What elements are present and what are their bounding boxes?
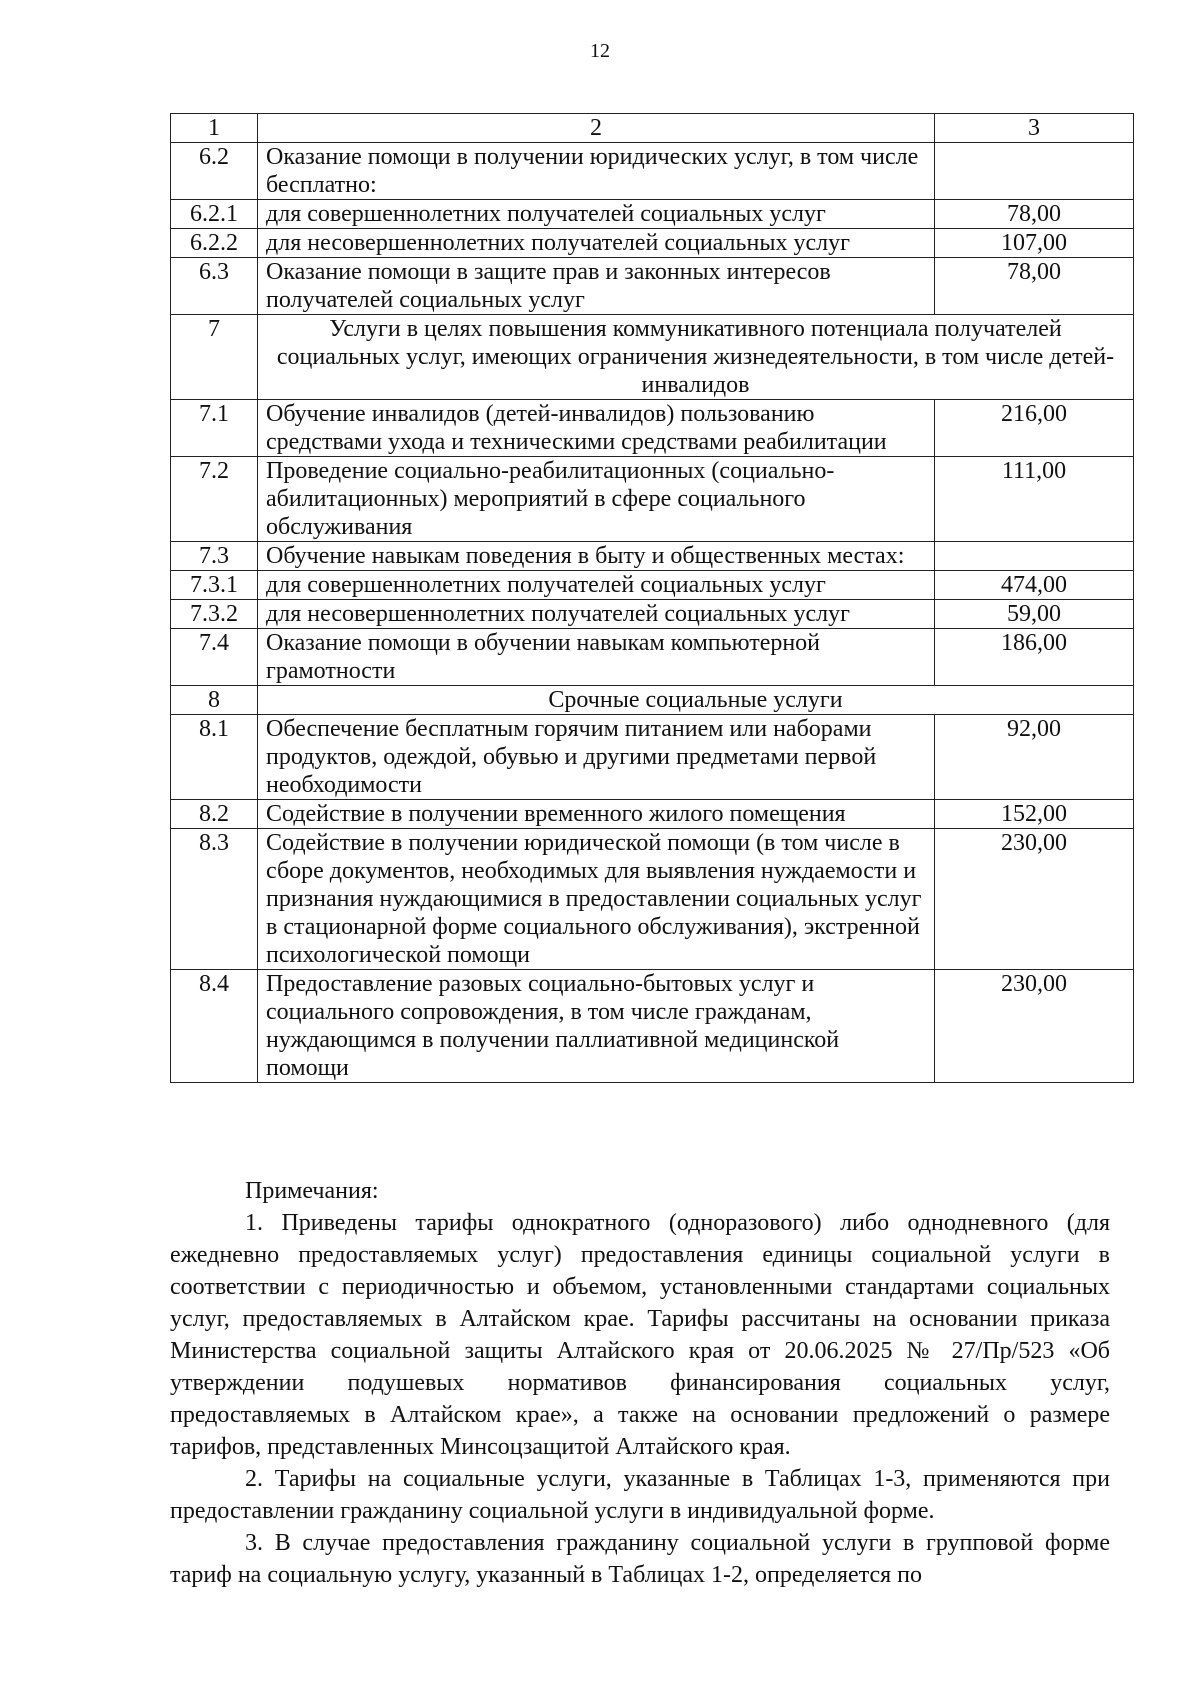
tariff-value: 78,00 — [935, 258, 1134, 315]
row-number: 7.2 — [171, 457, 258, 542]
tariff-value: 78,00 — [935, 200, 1134, 229]
table-body — [171, 143, 1134, 1083]
notes-section — [170, 1175, 1110, 1591]
service-description: для совершеннолетних получателей социальных услуг — [258, 200, 935, 229]
row-number: 6.2.2 — [171, 229, 258, 258]
row-number: 8.1 — [171, 715, 258, 800]
row-number: 8.2 — [171, 800, 258, 829]
tariff-value — [935, 143, 1134, 200]
table-row — [171, 629, 1134, 686]
row-number: 7.4 — [171, 629, 258, 686]
column-header-service: 2 — [258, 114, 935, 143]
table-row — [171, 829, 1134, 970]
row-number: 8.4 — [171, 970, 258, 1083]
service-description: Оказание помощи в обучении навыкам компьютерной грамотности — [258, 629, 935, 686]
note-item-3: 3. В случае предоставления гражданину социальной услуги в групповой форме тариф на социальную услугу, указанный в Таблицах 1-2, определяется по — [170, 1530, 1110, 1588]
table-row — [171, 200, 1134, 229]
row-number: 8 — [171, 686, 258, 715]
row-number: 6.2 — [171, 143, 258, 200]
table-row — [171, 571, 1134, 600]
service-description: Обеспечение бесплатным горячим питанием или наборами продуктов, одеждой, обувью и другими предметами первой необходимости — [258, 715, 935, 800]
section-title: Срочные социальные услуги — [258, 686, 1134, 715]
note-item-2: 2. Тарифы на социальные услуги, указанные в Таблицах 1-3, применяются при предоставлении гражданину социальной услуги в индивидуальной форме. — [170, 1466, 1110, 1524]
table-row — [171, 970, 1134, 1083]
service-description: Оказание помощи в получении юридических услуг, в том числе бесплатно: — [258, 143, 935, 200]
table-row — [171, 715, 1134, 800]
row-number: 6.3 — [171, 258, 258, 315]
table-header-row — [171, 114, 1134, 143]
service-description: Оказание помощи в защите прав и законных интересов получателей социальных услуг — [258, 258, 935, 315]
tariff-value: 111,00 — [935, 457, 1134, 542]
service-description: Содействие в получении юридической помощи (в том числе в сборе документов, необходимых для выявления нуждаемости и признания нуждающимися в предоставлении социальных услуг в стационарной форме социального обслуживания), экстренной психологической помощи — [258, 829, 935, 970]
note-item-1: 1. Приведены тарифы однократного (одноразового) либо однодневного (для ежедневно предоставляемых услуг) предоставления единицы социальной услуги в соответствии с периодичностью и объемом, установленными стандартами социальных услуг, предоставляемых в Алтайском крае. Тарифы рассчитаны на основании приказа Министерства социальной защиты Алтайского края от 20.06.2025 № 27/Пр/523 «Об утверждении подушевых нормативов финансирования социальных услуг, предоставляемых в Алтайском крае», а также на основании предложений о размере тарифов, представленных Минсоцзащитой Алтайского края. — [170, 1210, 1110, 1460]
row-number: 7.3.2 — [171, 600, 258, 629]
tariff-value: 474,00 — [935, 571, 1134, 600]
tariff-table — [170, 113, 1134, 1083]
service-description: Предоставление разовых социально-бытовых услуг и социального сопровождения, в том числе гражданам, нуждающимся в получении паллиативной медицинской помощи — [258, 970, 935, 1083]
service-description: для совершеннолетних получателей социальных услуг — [258, 571, 935, 600]
column-header-tariff: 3 — [935, 114, 1134, 143]
table-row — [171, 800, 1134, 829]
service-description: Обучение навыкам поведения в быту и общественных местах: — [258, 542, 935, 571]
row-number: 7.1 — [171, 400, 258, 457]
section-title: Услуги в целях повышения коммуникативного потенциала получателей социальных услуг, имеющих ограничения жизнедеятельности, в том числе детей-инвалидов — [258, 315, 1134, 400]
page-number: 12 — [590, 40, 610, 62]
tariff-value: 59,00 — [935, 600, 1134, 629]
service-description: Проведение социально-реабилитационных (социально-абилитационных) мероприятий в сфере социального обслуживания — [258, 457, 935, 542]
section-row — [171, 686, 1134, 715]
table-row — [171, 258, 1134, 315]
tariff-value: 230,00 — [935, 970, 1134, 1083]
tariff-value: 152,00 — [935, 800, 1134, 829]
table-row — [171, 600, 1134, 629]
row-number: 6.2.1 — [171, 200, 258, 229]
service-description: Содействие в получении временного жилого помещения — [258, 800, 935, 829]
tariff-value: 230,00 — [935, 829, 1134, 970]
service-description: Обучение инвалидов (детей-инвалидов) пользованию средствами ухода и техническими средствами реабилитации — [258, 400, 935, 457]
tariff-value: 216,00 — [935, 400, 1134, 457]
service-description: для несовершеннолетних получателей социальных услуг — [258, 229, 935, 258]
section-row — [171, 315, 1134, 400]
row-number: 7.3.1 — [171, 571, 258, 600]
tariff-value: 92,00 — [935, 715, 1134, 800]
tariff-value — [935, 542, 1134, 571]
row-number: 7 — [171, 315, 258, 400]
row-number: 8.3 — [171, 829, 258, 970]
notes-title: Примечания: — [245, 1178, 379, 1204]
table-row — [171, 400, 1134, 457]
service-description: для несовершеннолетних получателей социальных услуг — [258, 600, 935, 629]
tariff-value: 186,00 — [935, 629, 1134, 686]
tariff-value: 107,00 — [935, 229, 1134, 258]
row-number: 7.3 — [171, 542, 258, 571]
table-row — [171, 229, 1134, 258]
table-row — [171, 457, 1134, 542]
table-row — [171, 542, 1134, 571]
column-header-number: 1 — [171, 114, 258, 143]
table-row — [171, 143, 1134, 200]
